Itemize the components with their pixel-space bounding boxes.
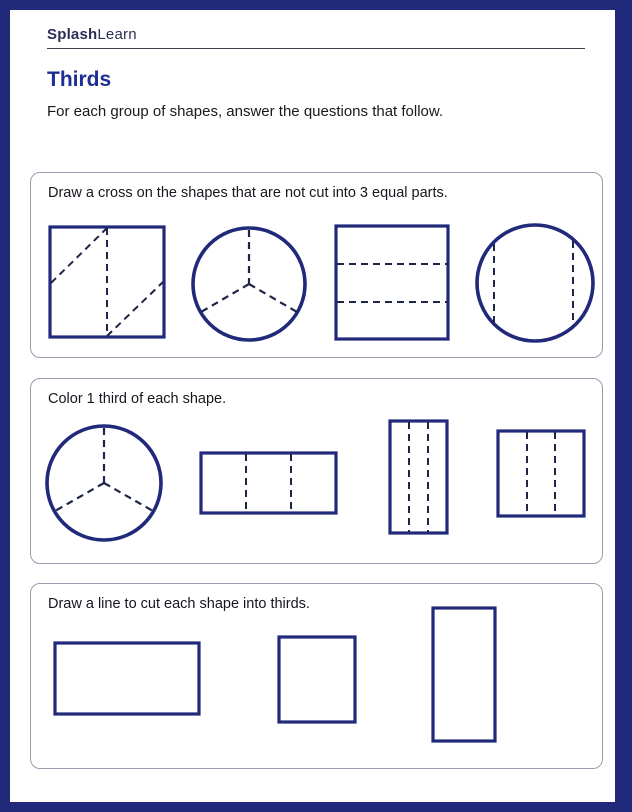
circle-vertical-chords — [473, 221, 597, 345]
square-diagonal-parts — [48, 225, 168, 341]
square-vertical-thirds — [496, 429, 586, 518]
tall-rectangle — [431, 606, 497, 743]
square — [277, 635, 357, 724]
section-draw-thirds — [30, 583, 603, 769]
tall-rect-vertical-thirds — [388, 419, 449, 535]
page-title: Thirds — [47, 68, 112, 91]
section-prompt: Color 1 third of each shape. — [48, 391, 227, 407]
section-cross-unequal — [30, 172, 603, 358]
brand-logo — [47, 26, 137, 43]
circle-y-thirds — [189, 224, 309, 344]
circle-y-thirds — [44, 423, 164, 543]
brand-logo-bold: Splash — [47, 26, 98, 43]
header-divider — [47, 48, 585, 49]
page-instructions: For each group of shapes, answer the questions that follow. — [47, 103, 444, 120]
wide-rectangle — [53, 641, 201, 716]
square-horizontal-thirds — [334, 224, 452, 343]
section-prompt: Draw a line to cut each shape into thirds. — [48, 596, 310, 612]
section-color-one-third — [30, 378, 603, 564]
brand-logo-light: Learn — [97, 26, 137, 43]
wide-rect-vertical-thirds — [199, 451, 338, 515]
section-prompt: Draw a cross on the shapes that are not cut into 3 equal parts. — [48, 185, 448, 201]
